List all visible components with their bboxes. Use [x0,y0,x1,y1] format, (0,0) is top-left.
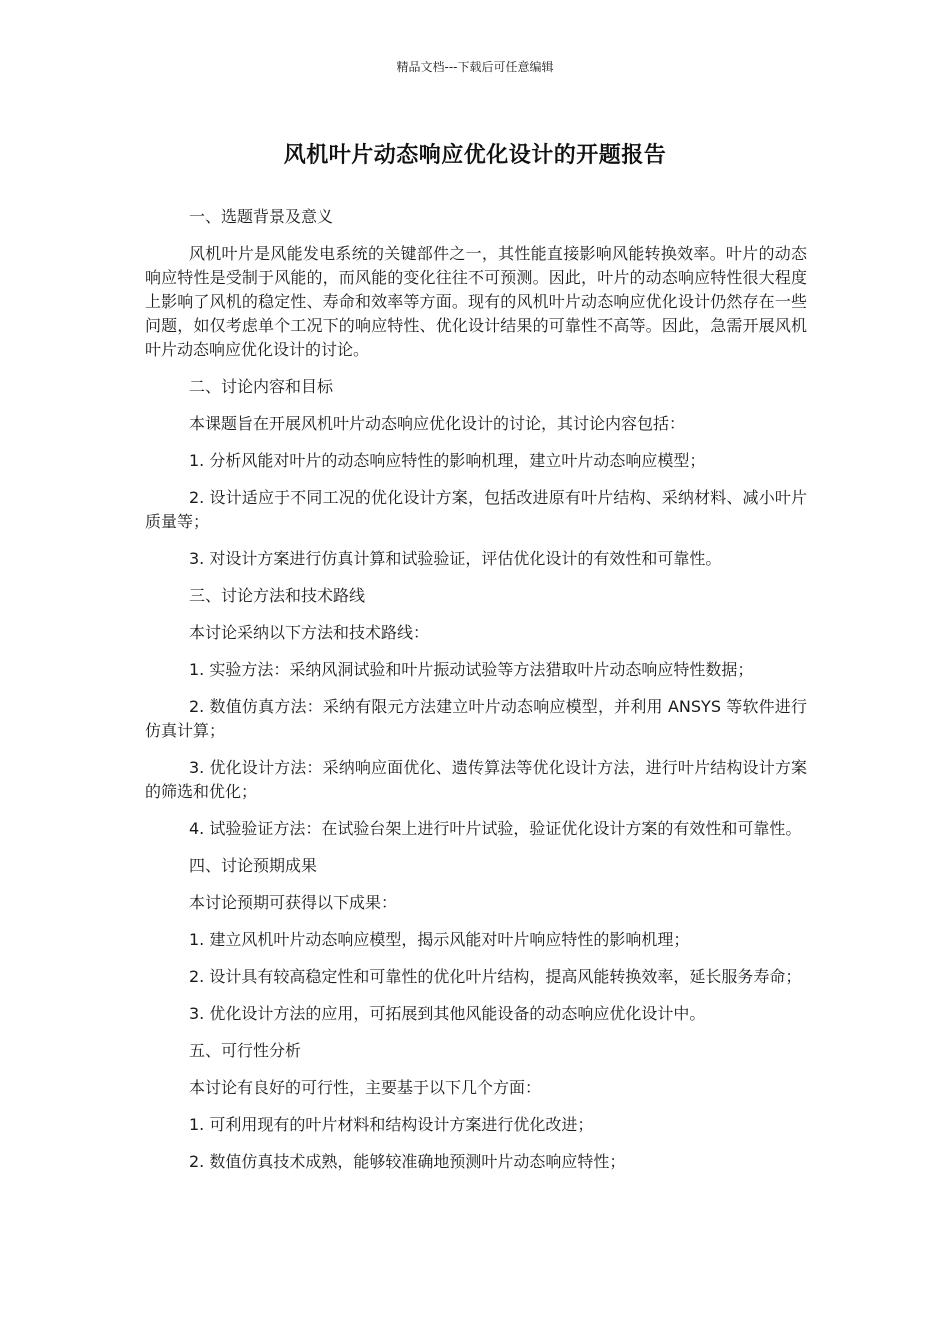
paragraph-methods-intro: 本讨论采纳以下方法和技术路线： [189,623,430,642]
paragraph-background: 风机叶片是风能发电系统的关键部件之一，其性能直接影响风能转换效率。叶片的动态响应特性是受制于风能的，而风能的变化往往不可预测。因此，叶片的动态响应特性很大程度上影响了风机的稳定性、寿命和效率等方面。现有的风机叶片动态响应优化设计仍然存在一些问题，如仅考虑单个工况下的响应特性、优化设计结果的可靠性不高等。因此，急需开展风机叶片动态响应优化设计的讨论。 [145,244,807,359]
document-title: 风机叶片动态响应优化设计的开题报告 [283,143,667,168]
list-item-methods-2: 2. 数值仿真方法：采纳有限元方法建立叶片动态响应模型，并利用 ANSYS 等软件进行仿真计算； [145,697,807,740]
list-item-methods-4: 4. 试验验证方法：在试验台架上进行叶片试验，验证优化设计方案的有效性和可靠性。 [189,819,802,838]
paragraph-content-intro: 本课题旨在开展风机叶片动态响应优化设计的讨论，其讨论内容包括： [189,414,686,433]
list-item-content-3: 3. 对设计方案进行仿真计算和试验验证，评估优化设计的有效性和可靠性。 [189,549,722,568]
list-item-outcomes-1: 1. 建立风机叶片动态响应模型，揭示风能对叶片响应特性的影响机理； [189,930,690,949]
section-heading-background: 一、选题背景及意义 [189,207,334,226]
list-item-content-1: 1. 分析风能对叶片的动态响应特性的影响机理，建立叶片动态响应模型； [189,451,706,470]
list-item-feasibility-1: 1. 可利用现有的叶片材料和结构设计方案进行优化改进； [189,1115,594,1134]
section-heading-content: 二、讨论内容和目标 [189,377,334,396]
list-item-feasibility-2: 2. 数值仿真技术成熟，能够较准确地预测叶片动态响应特性； [189,1152,626,1171]
section-heading-outcomes: 四、讨论预期成果 [189,856,318,875]
list-item-outcomes-3: 3. 优化设计方法的应用，可拓展到其他风能设备的动态响应优化设计中。 [189,1004,706,1023]
list-item-outcomes-2: 2. 设计具有较高稳定性和可靠性的优化叶片结构，提高风能转换效率，延长服务寿命； [189,967,802,986]
list-item-content-2: 2. 设计适应于不同工况的优化设计方案，包括改进原有叶片结构、采纳材料、减小叶片质量等； [145,488,807,531]
document-body [145,205,807,1174]
list-item-methods-1: 1. 实验方法：采纳风洞试验和叶片振动试验等方法猎取叶片动态响应特性数据； [189,660,754,679]
section-heading-feasibility: 五、可行性分析 [189,1041,302,1060]
paragraph-outcomes-intro: 本讨论预期可获得以下成果： [189,893,398,912]
paragraph-feasibility-intro: 本讨论有良好的可行性，主要基于以下几个方面： [189,1078,542,1097]
list-item-methods-3: 3. 优化设计方法：采纳响应面优化、遗传算法等优化设计方法，进行叶片结构设计方案的筛选和优化； [145,758,807,801]
section-heading-methods: 三、讨论方法和技术路线 [189,586,366,605]
page-header-note: 精品文档---下载后可任意编辑 [396,60,554,74]
